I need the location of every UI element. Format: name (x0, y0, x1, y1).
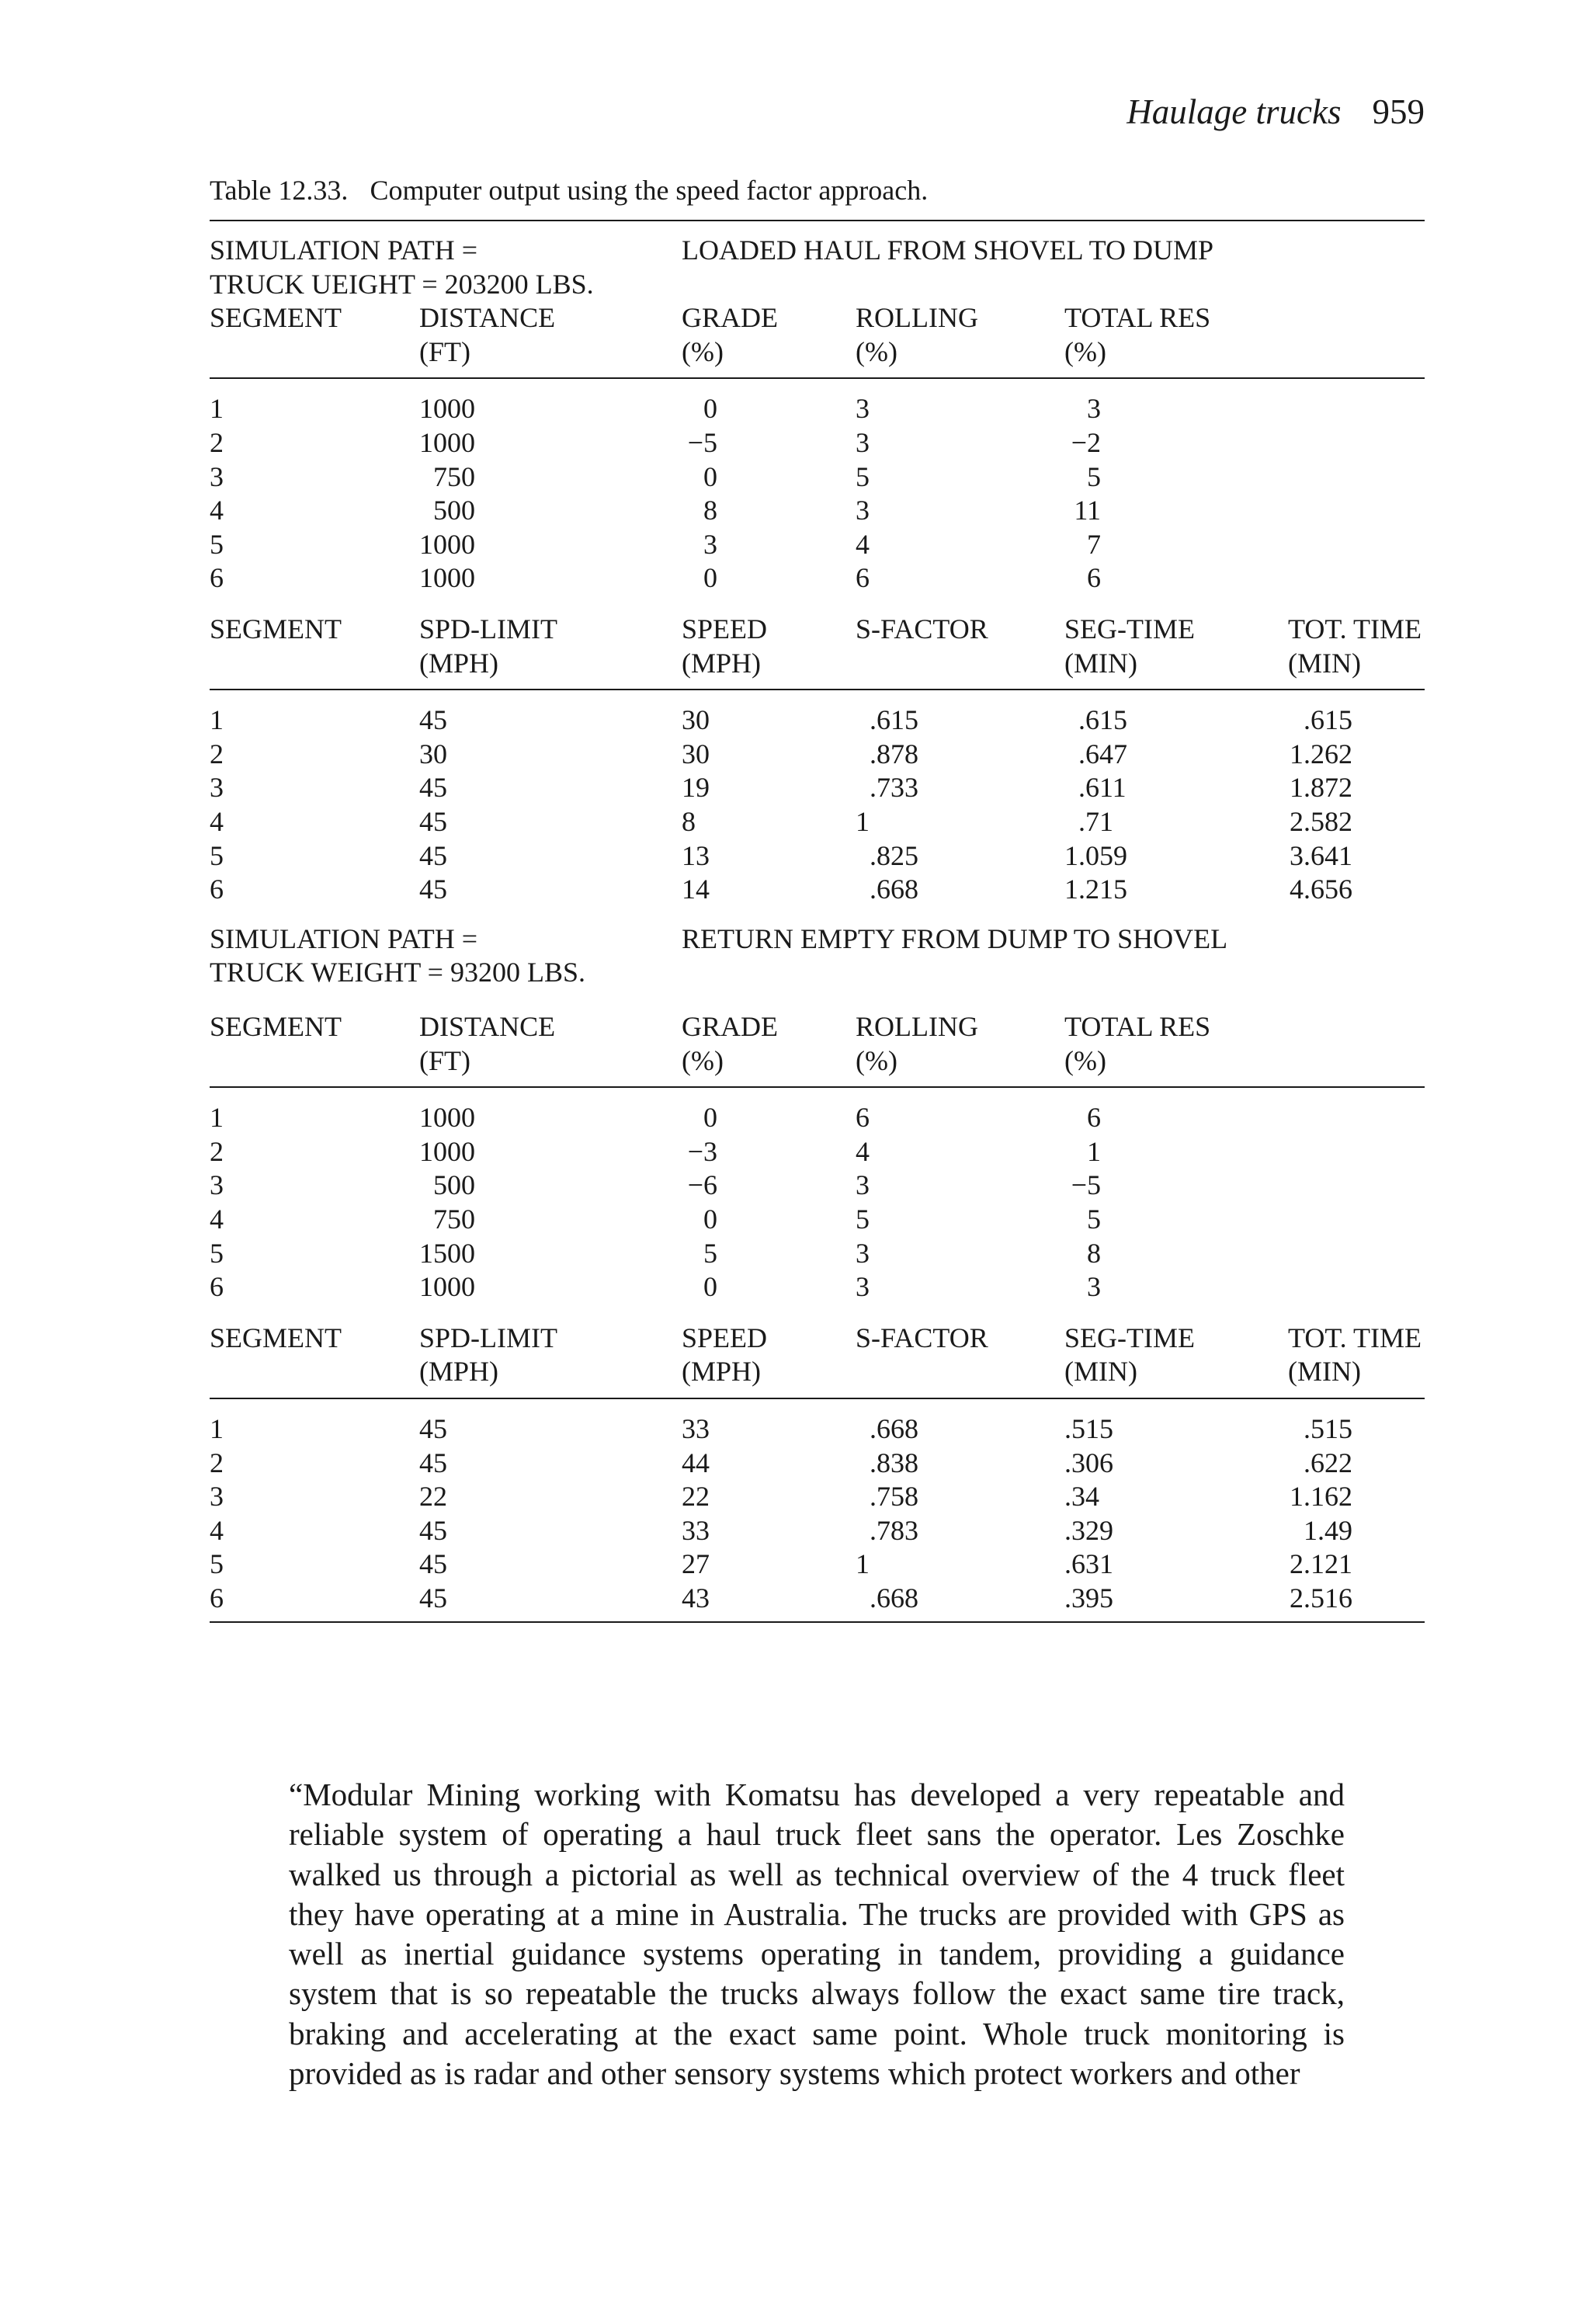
empty-resistance-cell: 4 (856, 1135, 870, 1167)
loaded-speed-cell: .615 (870, 704, 918, 736)
empty-speed-cell: 22 (682, 1481, 710, 1513)
simulation-path-label: SIMULATION PATH = (210, 234, 478, 266)
empty-speed-cell: 45 (419, 1514, 447, 1546)
column-header: S-FACTOR (856, 1322, 988, 1353)
loaded-speed-cell: 6 (210, 874, 224, 905)
loaded-resistance-cell: 1000 (419, 393, 475, 425)
empty-speed-cell: 27 (682, 1548, 710, 1580)
empty-resistance-cell: 6 (210, 1271, 224, 1303)
empty-speed-cell: 1.49 (1304, 1514, 1352, 1546)
simulation-path-value: RETURN EMPTY FROM DUMP TO SHOVEL (682, 922, 1228, 954)
body-paragraph: “Modular Mining working with Komatsu has developed a very repeatable and reliable system of operating a haul truck fleet sans the operator. Les Zoschke walked us through a pictorial as well as technical overview of the 4 truck fleet they have operating at a mine in Australia. The trucks are provided with GPS as well as inertial guidance systems operating in tandem, providing a guidance system that is so repeatable the trucks always follow the exact same tire track, braking and accelerating at the exact same point. Whole truck monitoring is provided as is radar and other sensory systems which protect workers and other (289, 1777, 1345, 2092)
loaded-resistance-cell: 0 (703, 393, 717, 425)
loaded-speed-cell: 45 (419, 704, 447, 736)
loaded-resistance-cell: 6 (856, 562, 870, 594)
empty-resistance-cell: 0 (703, 1204, 717, 1235)
loaded-resistance-cell: 6 (210, 562, 224, 594)
loaded-resistance-cell: 1000 (419, 562, 475, 594)
empty-resistance-cell: 1 (210, 1102, 224, 1134)
column-unit: (%) (1064, 1044, 1106, 1076)
empty-speed-cell: 4 (210, 1514, 224, 1546)
table-rule (210, 377, 1425, 379)
column-header: SEGMENT (210, 302, 342, 334)
empty-speed-cell: 22 (419, 1481, 447, 1513)
loaded-resistance-cell: 4 (856, 528, 870, 560)
table-caption-number: Table 12.33. (210, 175, 349, 206)
empty-resistance-cell: 3 (856, 1169, 870, 1201)
loaded-resistance-cell: 0 (703, 460, 717, 492)
loaded-resistance-cell: −2 (1071, 427, 1101, 458)
loaded-speed-cell: .878 (870, 738, 918, 769)
loaded-resistance-cell: 5 (1087, 460, 1101, 492)
loaded-speed-cell: 30 (682, 738, 710, 769)
empty-speed-cell: 2.516 (1290, 1582, 1352, 1614)
empty-speed-cell: .34 (1064, 1481, 1099, 1513)
loaded-speed-cell: .615 (1304, 704, 1352, 736)
empty-resistance-cell: 6 (856, 1102, 870, 1134)
empty-resistance-cell: 750 (433, 1204, 475, 1235)
column-unit: (%) (682, 335, 724, 367)
column-unit: (MIN) (1064, 1356, 1137, 1388)
table-rule (210, 689, 1425, 690)
loaded-speed-cell: 1.262 (1290, 738, 1352, 769)
column-unit: (MPH) (419, 1356, 499, 1388)
loaded-speed-cell: .668 (870, 874, 918, 905)
empty-speed-cell: .838 (870, 1447, 918, 1478)
empty-speed-cell: .758 (870, 1481, 918, 1513)
loaded-resistance-cell: 7 (1087, 528, 1101, 560)
empty-resistance-cell: 0 (703, 1102, 717, 1134)
column-header: S-FACTOR (856, 613, 988, 644)
empty-resistance-cell: −5 (1071, 1169, 1101, 1201)
column-header: TOTAL RES (1064, 1011, 1211, 1042)
empty-speed-cell: 3 (210, 1481, 224, 1513)
loaded-resistance-cell: 3 (856, 393, 870, 425)
loaded-resistance-cell: 1000 (419, 427, 475, 458)
column-header: DISTANCE (419, 1011, 556, 1042)
empty-speed-cell: .515 (1064, 1413, 1113, 1444)
empty-speed-cell: .631 (1064, 1548, 1113, 1580)
column-header: SPEED (682, 1322, 768, 1353)
empty-speed-cell: 2.121 (1290, 1548, 1352, 1580)
loaded-speed-cell: 45 (419, 772, 447, 804)
loaded-resistance-cell: 3 (210, 460, 224, 492)
column-header: ROLLING (856, 1011, 978, 1042)
column-unit: (%) (682, 1044, 724, 1076)
page-header (1127, 92, 1425, 132)
page-number: 959 (1372, 92, 1425, 131)
loaded-resistance-cell: 1 (210, 393, 224, 425)
column-unit: (%) (1064, 335, 1106, 367)
loaded-speed-cell: 14 (682, 874, 710, 905)
empty-speed-cell: .395 (1064, 1582, 1113, 1614)
empty-resistance-cell: 8 (1087, 1237, 1101, 1269)
empty-resistance-cell: 1 (1087, 1135, 1101, 1167)
loaded-speed-cell: 13 (682, 839, 710, 871)
column-header: SEG-TIME (1064, 613, 1195, 644)
loaded-speed-cell: 4 (210, 806, 224, 837)
table-caption (210, 174, 928, 207)
empty-resistance-cell: 3 (856, 1271, 870, 1303)
loaded-resistance-cell: 11 (1074, 495, 1101, 526)
loaded-speed-cell: 1.059 (1064, 839, 1127, 871)
column-unit: (%) (856, 1044, 897, 1076)
empty-resistance-cell: 1000 (419, 1271, 475, 1303)
loaded-speed-cell: 45 (419, 806, 447, 837)
empty-speed-cell: .329 (1064, 1514, 1113, 1546)
empty-speed-cell: 6 (210, 1582, 224, 1614)
column-unit: (MIN) (1064, 647, 1137, 679)
empty-resistance-cell: 3 (1087, 1271, 1101, 1303)
empty-resistance-cell: 2 (210, 1135, 224, 1167)
loaded-speed-cell: 3 (210, 772, 224, 804)
empty-resistance-cell: −6 (687, 1169, 717, 1201)
loaded-resistance-cell: 750 (433, 460, 475, 492)
empty-speed-cell: .783 (870, 1514, 918, 1546)
loaded-resistance-cell: 4 (210, 495, 224, 526)
loaded-resistance-cell: 1000 (419, 528, 475, 560)
empty-speed-cell: 2 (210, 1447, 224, 1478)
table-rule (210, 1398, 1425, 1399)
loaded-speed-cell: 8 (682, 806, 696, 837)
empty-speed-cell: 1 (856, 1548, 870, 1580)
column-header: SEGMENT (210, 1322, 342, 1353)
column-unit: (MPH) (682, 1356, 762, 1388)
simulation-path-value: LOADED HAUL FROM SHOVEL TO DUMP (682, 234, 1214, 266)
column-header: SPD-LIMIT (419, 613, 557, 644)
empty-speed-cell: 5 (210, 1548, 224, 1580)
empty-resistance-cell: 5 (210, 1237, 224, 1269)
loaded-resistance-cell: 8 (703, 495, 717, 526)
column-unit: (%) (856, 335, 897, 367)
loaded-speed-cell: 2 (210, 738, 224, 769)
loaded-resistance-cell: 500 (433, 495, 475, 526)
column-unit: (MIN) (1288, 1356, 1361, 1388)
empty-resistance-cell: 3 (856, 1237, 870, 1269)
empty-resistance-cell: 0 (703, 1271, 717, 1303)
loaded-resistance-cell: 3 (856, 427, 870, 458)
loaded-speed-cell: 1 (210, 704, 224, 736)
empty-speed-cell: .668 (870, 1582, 918, 1614)
table-rule (210, 1086, 1425, 1088)
loaded-resistance-cell: 6 (1087, 562, 1101, 594)
truck-weight-line: TRUCK UEIGHT = 203200 LBS. (210, 268, 594, 300)
loaded-speed-cell: .611 (1078, 772, 1127, 804)
empty-resistance-cell: 1000 (419, 1135, 475, 1167)
column-unit: (FT) (419, 335, 470, 367)
loaded-resistance-cell: 3 (703, 528, 717, 560)
empty-resistance-cell: 500 (433, 1169, 475, 1201)
empty-speed-cell: 43 (682, 1582, 710, 1614)
empty-resistance-cell: 5 (1087, 1204, 1101, 1235)
column-header: GRADE (682, 302, 778, 334)
loaded-speed-cell: .71 (1078, 806, 1113, 837)
column-header: DISTANCE (419, 302, 556, 334)
loaded-resistance-cell: 2 (210, 427, 224, 458)
table-rule (210, 1621, 1425, 1623)
table-caption-text: Computer output using the speed factor approach. (370, 175, 929, 206)
empty-speed-cell: .668 (870, 1413, 918, 1444)
column-unit: (MPH) (419, 647, 499, 679)
empty-resistance-cell: 1000 (419, 1102, 475, 1134)
empty-speed-cell: 1.162 (1290, 1481, 1352, 1513)
loaded-speed-cell: 1.215 (1064, 874, 1127, 905)
loaded-speed-cell: 2.582 (1290, 806, 1352, 837)
column-header: SPEED (682, 613, 768, 644)
loaded-resistance-cell: 3 (856, 495, 870, 526)
loaded-speed-cell: 30 (682, 704, 710, 736)
empty-speed-cell: 45 (419, 1413, 447, 1444)
truck-weight-line: TRUCK WEIGHT = 93200 LBS. (210, 957, 585, 988)
loaded-speed-cell: 30 (419, 738, 447, 769)
column-header: SEGMENT (210, 613, 342, 644)
empty-speed-cell: .515 (1304, 1413, 1352, 1444)
loaded-resistance-cell: 3 (1087, 393, 1101, 425)
empty-resistance-cell: 5 (856, 1204, 870, 1235)
loaded-speed-cell: 1.872 (1290, 772, 1352, 804)
loaded-speed-cell: 1 (856, 806, 870, 837)
column-header: TOT. TIME (1288, 1322, 1422, 1353)
loaded-speed-cell: 4.656 (1290, 874, 1352, 905)
loaded-speed-cell: 45 (419, 839, 447, 871)
loaded-speed-cell: .615 (1078, 704, 1127, 736)
loaded-resistance-cell: 5 (856, 460, 870, 492)
empty-speed-cell: 45 (419, 1447, 447, 1478)
column-unit: (FT) (419, 1044, 470, 1076)
column-header: TOT. TIME (1288, 613, 1422, 644)
empty-resistance-cell: 3 (210, 1169, 224, 1201)
column-header: SPD-LIMIT (419, 1322, 557, 1353)
loaded-speed-cell: .647 (1078, 738, 1127, 769)
column-header: GRADE (682, 1011, 778, 1042)
column-header: SEGMENT (210, 1011, 342, 1042)
loaded-speed-cell: .733 (870, 772, 918, 804)
empty-resistance-cell: 5 (703, 1237, 717, 1269)
column-header: SEG-TIME (1064, 1322, 1195, 1353)
empty-resistance-cell: −3 (687, 1135, 717, 1167)
simulation-path-label: SIMULATION PATH = (210, 922, 478, 954)
loaded-speed-cell: 45 (419, 874, 447, 905)
loaded-speed-cell: 19 (682, 772, 710, 804)
loaded-speed-cell: 5 (210, 839, 224, 871)
empty-speed-cell: .306 (1064, 1447, 1113, 1478)
empty-speed-cell: 44 (682, 1447, 710, 1478)
column-header: TOTAL RES (1064, 302, 1211, 334)
loaded-resistance-cell: −5 (687, 427, 717, 458)
empty-resistance-cell: 6 (1087, 1102, 1101, 1134)
empty-speed-cell: 33 (682, 1413, 710, 1444)
loaded-speed-cell: 3.641 (1290, 839, 1352, 871)
loaded-resistance-cell: 0 (703, 562, 717, 594)
column-unit: (MPH) (682, 647, 762, 679)
loaded-resistance-cell: 5 (210, 528, 224, 560)
empty-speed-cell: 45 (419, 1548, 447, 1580)
empty-speed-cell: 45 (419, 1582, 447, 1614)
empty-speed-cell: .622 (1304, 1447, 1352, 1478)
empty-speed-cell: 33 (682, 1514, 710, 1546)
empty-resistance-cell: 4 (210, 1204, 224, 1235)
column-unit: (MIN) (1288, 647, 1361, 679)
empty-resistance-cell: 1500 (419, 1237, 475, 1269)
column-header: ROLLING (856, 302, 978, 334)
empty-speed-cell: 1 (210, 1413, 224, 1444)
loaded-speed-cell: .825 (870, 839, 918, 871)
table-rule (210, 220, 1425, 221)
running-title: Haulage trucks (1127, 92, 1342, 131)
